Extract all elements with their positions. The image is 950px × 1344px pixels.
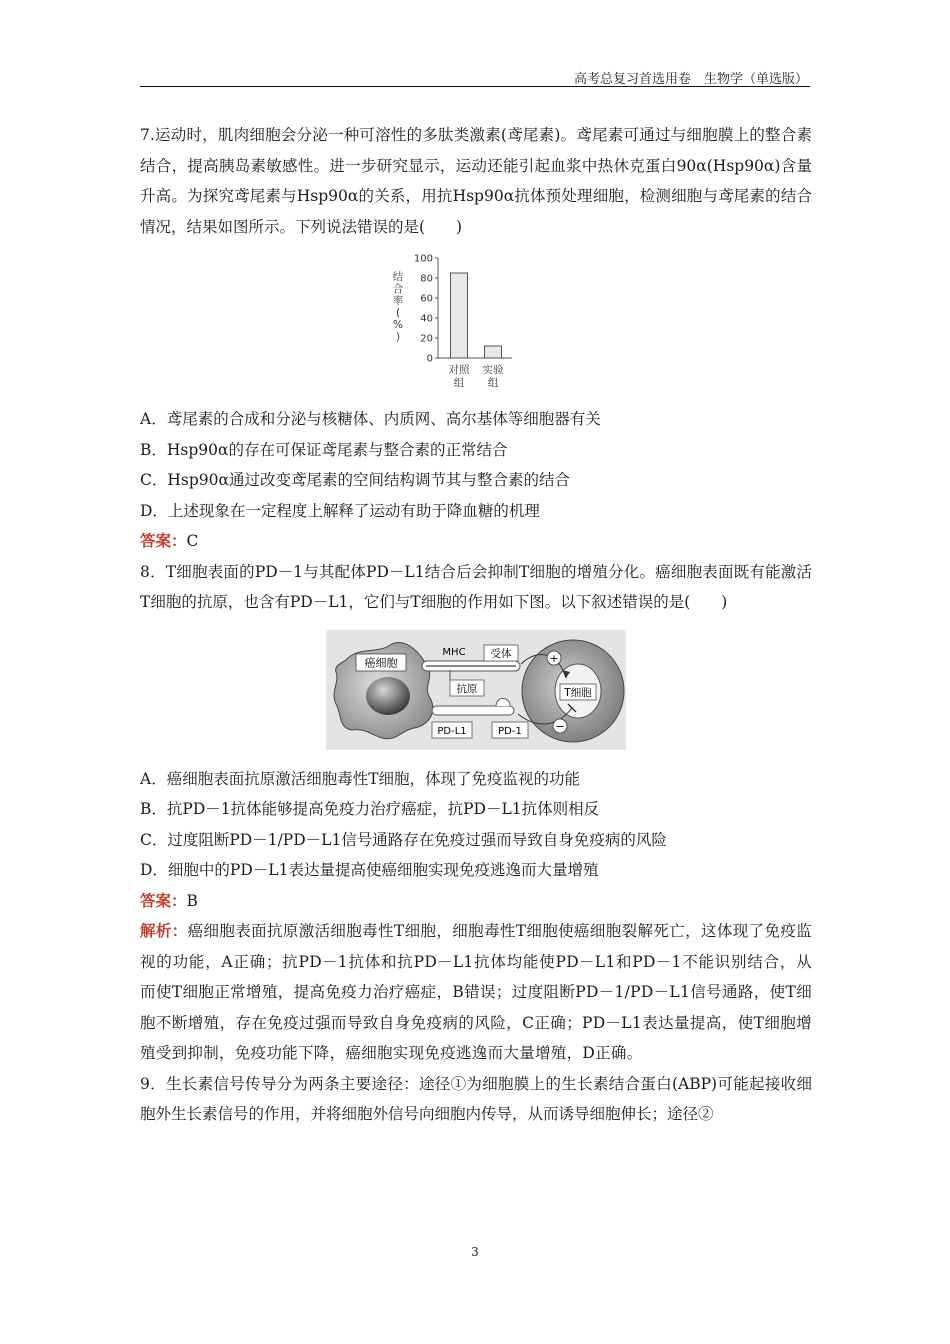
y-tick-label: 80 [420,273,433,285]
x-category-label: 组 [487,377,499,389]
q8-diagram [140,630,812,750]
analysis-label: 解析： [140,921,188,940]
q7-option-c: C．Hsp90α通过改变鸢尾素的空间结构调节其与整合素的结合 [140,471,570,489]
chart-ylabel [393,270,404,343]
plus-sign: + [549,651,559,665]
answer-value: B [186,891,198,910]
y-tick-label: 60 [420,293,433,305]
y-axis-label-char: ( [395,307,401,319]
q8-option-c: C．过度阻断PD－1/PD－L1信号通路存在免疫过强而导致自身免疫病的风险 [140,830,667,849]
y-axis-label-char: 合 [392,283,404,295]
y-axis-label-char: 率 [392,295,404,307]
q7-bar-chart [140,250,812,398]
q7-option-a: A．鸢尾素的合成和分泌与核糖体、内质网、高尔基体等细胞器有关 [140,410,601,428]
page-number: 3 [471,1245,479,1259]
pdl1-label: PD-L1 [437,725,467,737]
t-cell-label: T细胞 [564,686,592,699]
cell-interaction-diagram [326,630,626,750]
bar-control [451,273,468,358]
q8-stem: 8．T细胞表面的PD－1与其配体PD－L1结合后会抑制T细胞的增殖分化。癌细胞表面既有能激活T细胞的抗原，也含有PD－L1，它们与T细胞的作用如下图。以下叙述错误的是( ) [140,562,812,611]
answer-value: C [186,532,199,550]
q8-option-b: B．抗PD－1抗体能够提高免疫力治疗癌症，抗PD－L1抗体则相反 [140,800,600,818]
y-axis-label-char: 结 [392,271,404,283]
running-header: 高考总复习首选用卷 生物学（单选版） [573,72,808,87]
bar-experiment [485,346,502,358]
q7-option-d: D．上述现象在一定程度上解释了运动有助于降血糖的机理 [140,501,540,520]
x-category-label: 组 [453,377,465,389]
x-category-label: 对照 [448,364,470,376]
q8-option-d: D．细胞中的PD－L1表达量提高使癌细胞实现免疫逃逸而大量增殖 [140,861,599,879]
answer-label: 答案： [140,531,187,550]
x-category-label: 实验 [482,364,504,376]
pd1-label: PD-1 [498,725,522,737]
q9-stem: 9．生长素信号传导分为两条主要途径：途径①为细胞膜上的生长素结合蛋白(ABP)可能起接收细胞外生长素信号的作用，并将细胞外信号向细胞内传导，从而诱导细胞伸长；途径② [140,1074,812,1123]
mhc-label: MHC [442,646,466,658]
cancer-cell-nucleus [366,677,410,715]
bar-chart-svg [376,250,576,398]
page-content [140,120,812,1130]
antigen-label: 抗原 [456,682,478,695]
y-tick-label: 100 [413,253,433,265]
q7-option-b: B．Hsp90α的存在可保证鸢尾素与整合素的正常结合 [140,440,508,459]
q8-option-a: A．癌细胞表面抗原激活细胞毒性T细胞，体现了免疫监视的功能 [140,769,581,788]
y-tick-label: 20 [420,333,433,345]
q7-answer [140,526,812,557]
receptor-label: 受体 [490,647,512,660]
y-tick-label: 0 [426,353,433,365]
q7-stem: 7.运动时，肌肉细胞会分泌一种可溶性的多肽类激素(鸢尾素)。鸢尾素可通过与细胞膜上的整合素结合，提高胰岛素敏感性。进一步研究显示，运动还能引起血浆中热休克蛋白90α(Hsp90α)含量升高。为探究鸢尾素与Hsp90α的关系，用抗Hsp90α抗体预处理细胞，检测细胞与鸢尾素的结合情况，结果如图所示。下列说法错误的是( ) [140,126,812,236]
y-tick-label: 40 [420,313,433,325]
q8-answer [140,886,812,917]
header-divider [140,86,810,87]
minus-sign: − [555,719,565,733]
q8-analysis [140,916,812,1069]
y-axis-label-char: % [393,319,403,331]
cancer-cell-label: 癌细胞 [364,656,398,669]
y-axis-label-char: ) [395,331,401,343]
answer-label: 答案： [140,890,187,910]
analysis-text: 癌细胞表面抗原激活细胞毒性T细胞，细胞毒性T细胞使癌细胞裂解死亡，这体现了免疫监视的功能，A正确；抗PD－1抗体和抗PD－L1抗体均能使PD－L1和PD－1不能识别结合，从而使T细胞正常增殖，提高免疫力治疗癌症，B错误；过度阻断PD－1/PD－L1信号通路，使T细胞不断增殖，存在免疫过强而导致自身免疫病的风险，C正确；PD－L1表达量提高，使T细胞增殖受到抑制，免疫功能下降，癌细胞实现免疫逃逸而大量增殖，D正确。 [140,922,812,1062]
pdl1-pd1-bar [432,706,514,715]
